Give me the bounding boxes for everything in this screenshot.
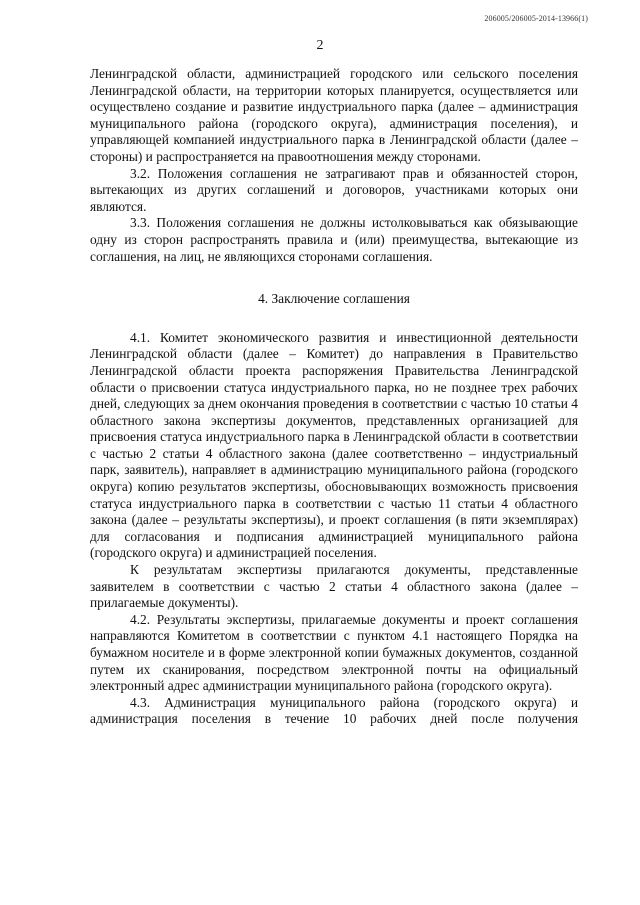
paragraph-3-3: 3.3. Положения соглашения не должны истолковываться как обязывающие одну из сторон распространять правила и (или) преимущества, вытекающие из соглашения, на лиц, не являющихся сторонами соглашения. — [90, 215, 578, 264]
document-body — [90, 66, 578, 728]
paragraph-4-3: 4.3. Администрация муниципального района (городского округа) и администрация поселения в течение 10 рабочих дней после получения — [90, 694, 578, 727]
paragraph-4-1-attachments: К результатам экспертизы прилагаются документы, представленные заявителем в соответствии с частью 2 статьи 4 областного закона (далее – прилагаемые документы). — [90, 562, 578, 611]
page-number: 2 — [316, 38, 324, 53]
section-title: 4. Заключение соглашения — [258, 291, 410, 307]
paragraph-3-2: 3.2. Положения соглашения не затрагивают прав и обязанностей сторон, вытекающих из других соглашений и договоров, участниками которых они являются. — [90, 165, 578, 214]
paragraph-continuation: Ленинградской области, администрацией городского или сельского поселения Ленинградской области, на территории которых планируется, осуществляется или осуществлено создание и развитие индустриального парка (далее – администрация муниципального района (городского округа), администрация поселения), и управляющей компанией индустриального парка в Ленинградской области (далее – стороны) и распространяется на правоотношения между сторонами. — [90, 66, 578, 164]
paragraph-4-1: 4.1. Комитет экономического развития и инвестиционной деятельности Ленинградской области (далее – Комитет) до направления в Правительство Ленинградской области проекта распоряжения Правительства Ленинградской области о присвоении статуса индустриального парка, но не позднее трех рабочих дней, следующих за днем окончания проведения в соответствии с частью 10 статьи 4 областного закона экспертизы документов, представленных организацией для присвоения статуса индустриального парка в Ленинградской области в соответствии с частью 2 статьи 4 областного закона (далее соответственно – индустриальный парк, заявитель), направляет в администрацию муниципального района (городского округа) копию результатов экспертизы, обосновывающих возможность присвоения статуса индустриального парка в соответствии с частью 11 статьи 4 областного закона (далее – результаты экспертизы), и проект соглашения (в пяти экземплярах) для согласования и подписания администрацией муниципального района (городского округа) и администрацией поселения. — [90, 329, 578, 561]
paragraph-4-2: 4.2. Результаты экспертизы, прилагаемые документы и проект соглашения направляются Комитетом в соответствии с пунктом 4.1 настоящего Порядка на бумажном носителе и в форме электронной копии бумажных документов, созданной путем их сканирования, посредством электронной почты на официальный электронный адрес администрации муниципального района (городского округа). — [90, 611, 578, 694]
document-id: 206005/206005-2014-13966(1) — [484, 14, 588, 23]
